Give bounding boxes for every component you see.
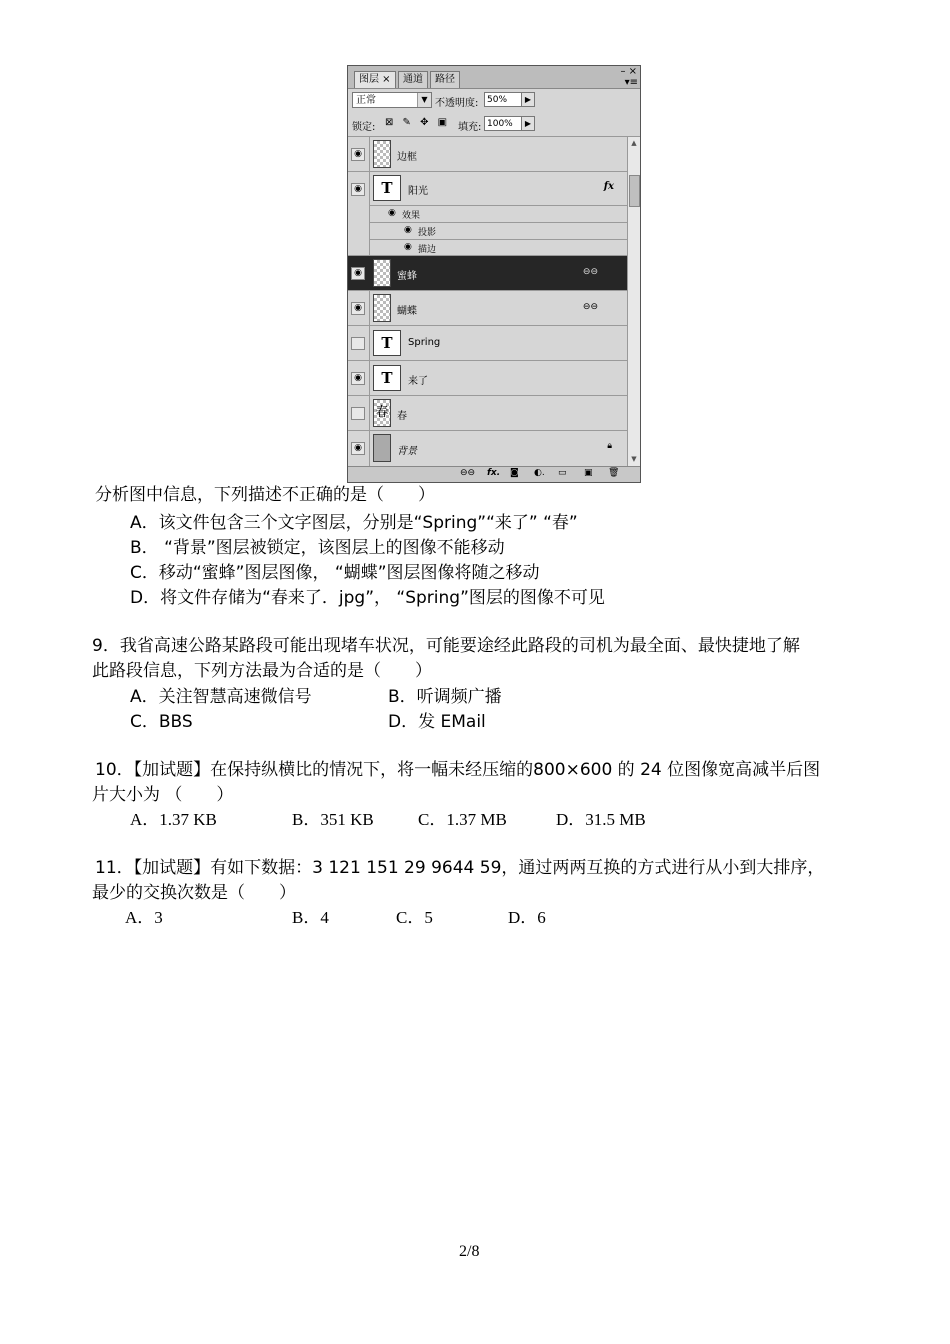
q8-stem: 分析图中信息，下列描述不正确的是（ ） xyxy=(95,485,435,505)
layer-thumbnail xyxy=(373,434,391,462)
text-layer-thumbnail: T xyxy=(373,365,401,391)
q8-option-c: C．移动“蜜蜂”图层图像， “蝴蝶”图层图像将随之移动 xyxy=(130,563,540,583)
panel-tab-bar xyxy=(348,66,640,89)
eye-icon[interactable]: ◉ xyxy=(351,267,365,280)
fx-icon[interactable]: fx. xyxy=(487,468,501,478)
layer-row-butterfly[interactable] xyxy=(348,291,628,326)
layer-row-sunlight[interactable] xyxy=(348,172,628,256)
divider xyxy=(370,239,628,240)
tab-channels[interactable]: 通道 xyxy=(398,71,428,88)
layer-row-spring[interactable] xyxy=(348,326,628,361)
layer-row-background[interactable] xyxy=(348,431,628,469)
q10-line2: 片大小为 （ ） xyxy=(92,785,234,805)
q8-option-a: A．该文件包含三个文字图层，分别是“Spring”“来了” “春” xyxy=(130,513,578,533)
q11-line2: 最少的交换次数是（ ） xyxy=(92,883,296,903)
q8-option-d: D．将文件存储为“春来了．jpg”， “Spring”图层的图像不可见 xyxy=(130,588,605,608)
layer-name: Spring xyxy=(408,337,441,348)
text-layer-thumbnail: T xyxy=(373,175,401,201)
effects-eye-icon[interactable]: ◉ xyxy=(388,208,396,218)
eye-icon[interactable]: ◉ xyxy=(351,302,365,315)
q9-line2: 此路段信息，下列方法最为合适的是（ ） xyxy=(92,661,432,681)
blend-mode-value: 正常 xyxy=(356,95,376,106)
layers-list xyxy=(348,137,628,469)
q9-option-a: A．关注智慧高速微信号 xyxy=(130,687,312,707)
effects-label: 效果 xyxy=(402,211,421,221)
link-icon: ⊖⊖ xyxy=(582,302,598,312)
q10-line1: 10．【加试题】在保持纵横比的情况下，将一幅未经压缩的800×600 的 24 位图像宽高减半后图 xyxy=(95,760,821,780)
chevron-up-icon[interactable]: ▲ xyxy=(631,139,637,147)
chevron-down-icon[interactable]: ▼ xyxy=(631,455,637,463)
lock-icon: 🔒︎ xyxy=(607,441,612,451)
layer-thumbnail xyxy=(373,140,391,168)
layer-thumbnail xyxy=(373,259,391,287)
trash-icon[interactable]: 🗑︎ xyxy=(608,468,620,478)
layer-name: 春 xyxy=(397,411,407,422)
fill-slider-button[interactable]: ▶ xyxy=(521,116,535,131)
layer-row-bee[interactable] xyxy=(348,256,628,291)
opacity-slider-button[interactable]: ▶ xyxy=(521,92,535,107)
panel-bottom-toolbar xyxy=(348,466,640,482)
eye-icon[interactable]: ◉ xyxy=(351,148,365,161)
opacity-input[interactable]: 50% xyxy=(484,92,522,107)
layer-thumbnail: 春 xyxy=(373,399,391,427)
layers-scrollbar[interactable] xyxy=(627,137,640,469)
eye-icon[interactable]: ◉ xyxy=(351,372,365,385)
eye-icon[interactable]: ◉ xyxy=(351,442,365,455)
layer-thumbnail xyxy=(373,294,391,322)
q11-line1: 11．【加试题】有如下数据：3 121 151 29 9644 59，通过两两互换的方式进行从小到大排序， xyxy=(95,858,825,878)
layer-name: 来了 xyxy=(408,376,428,387)
window-controls[interactable]: – × xyxy=(620,66,637,77)
scrollbar-thumb[interactable] xyxy=(629,175,640,207)
lock-label: 锁定: xyxy=(352,122,376,133)
layer-name: 背景 xyxy=(397,446,417,457)
opacity-label: 不透明度: xyxy=(435,98,479,109)
tab-paths[interactable]: 路径 xyxy=(430,71,460,88)
folder-icon[interactable]: ▭ xyxy=(558,468,567,478)
eye-icon[interactable]: ◉ xyxy=(351,183,365,196)
layer-name: 阳光 xyxy=(408,186,428,197)
effect-eye-icon[interactable]: ◉ xyxy=(404,242,412,252)
eye-hidden-icon[interactable] xyxy=(351,337,365,350)
effect-drop-shadow[interactable]: 投影 xyxy=(418,228,437,238)
q10-option-c: C．1.37 MB xyxy=(418,810,507,829)
q11-option-b: B．4 xyxy=(292,908,329,927)
fill-label: 填充: xyxy=(458,122,482,133)
q10-option-b: B．351 KB xyxy=(292,810,374,829)
layer-row-here[interactable] xyxy=(348,361,628,396)
fx-icon[interactable]: fx xyxy=(603,181,614,192)
page-number: 2/8 xyxy=(459,1243,480,1260)
text-layer-thumbnail: T xyxy=(373,330,401,356)
mask-icon[interactable]: ◙ xyxy=(510,468,519,478)
q9-option-c: C．BBS xyxy=(130,712,193,732)
q9-line1: 9．我省高速公路某路段可能出现堵车状况，可能要途经此路段的司机为最全面、最快捷地了解 xyxy=(92,636,800,656)
link-icon: ⊖⊖ xyxy=(582,267,598,277)
eye-hidden-icon[interactable] xyxy=(351,407,365,420)
effect-eye-icon[interactable]: ◉ xyxy=(404,225,412,235)
effect-stroke[interactable]: 描边 xyxy=(418,245,437,255)
layer-row-chun[interactable] xyxy=(348,396,628,431)
fill-input[interactable]: 100% xyxy=(484,116,522,131)
layers-panel xyxy=(347,65,641,483)
blend-mode-select[interactable] xyxy=(352,92,432,108)
layer-name: 蝴蝶 xyxy=(397,306,417,317)
q11-option-a: A．3 xyxy=(125,908,163,927)
q11-option-d: D．6 xyxy=(508,908,546,927)
tab-layers[interactable]: 图层 × xyxy=(354,71,396,88)
q10-option-d: D．31.5 MB xyxy=(556,810,646,829)
q9-option-b: B．听调频广播 xyxy=(388,687,502,707)
adjustment-icon[interactable]: ◐. xyxy=(534,468,545,478)
layer-name: 蜜蜂 xyxy=(397,271,417,282)
lock-options-icons[interactable]: ⊠ ✎ ✥ ▣ xyxy=(385,117,451,128)
divider xyxy=(370,205,628,206)
chevron-down-icon[interactable]: ▼ xyxy=(417,93,431,107)
new-layer-icon[interactable]: ▣ xyxy=(584,468,593,478)
link-layers-icon[interactable]: ⊖⊖ xyxy=(460,468,476,478)
layer-row-border[interactable] xyxy=(348,137,628,172)
q8-option-b: B． “背景”图层被锁定，该图层上的图像不能移动 xyxy=(130,538,505,558)
divider xyxy=(370,222,628,223)
q10-option-a: A．1.37 KB xyxy=(130,810,217,829)
q9-option-d: D．发 EMail xyxy=(388,712,486,732)
q11-option-c: C．5 xyxy=(396,908,433,927)
panel-menu-icon[interactable]: ▾≡ xyxy=(624,77,638,88)
layer-name: 边框 xyxy=(397,152,417,163)
